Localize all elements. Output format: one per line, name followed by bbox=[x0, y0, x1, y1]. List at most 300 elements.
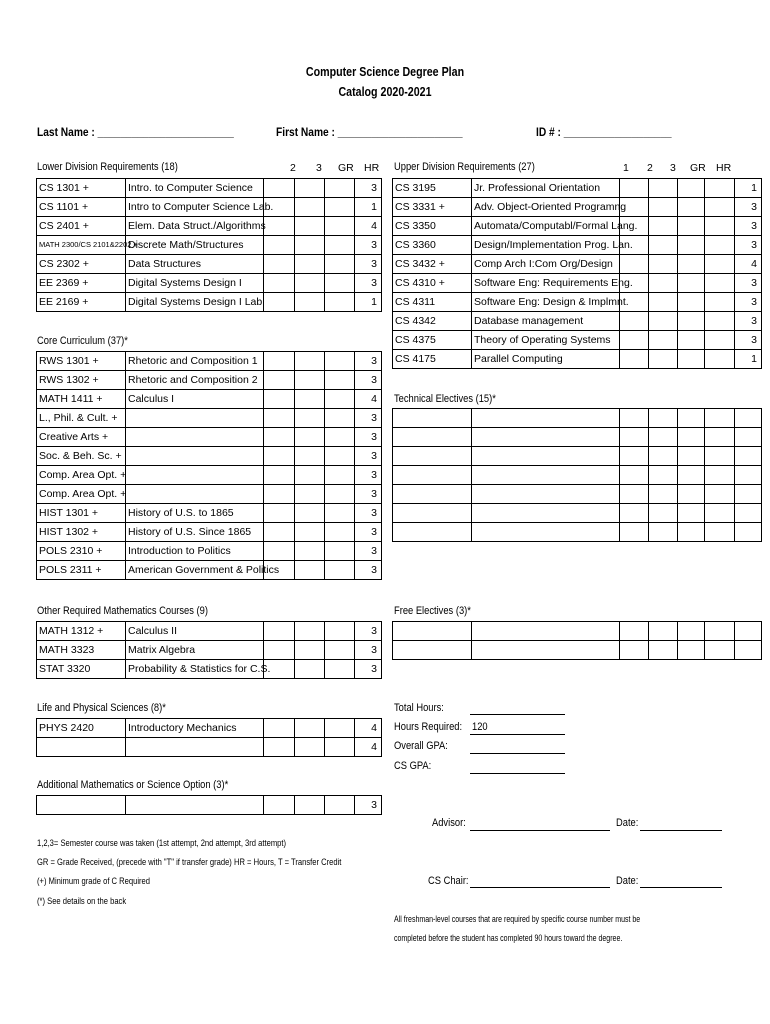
course-code bbox=[37, 796, 126, 815]
attempt-2-cell[interactable] bbox=[264, 485, 295, 504]
attempt-2-cell[interactable] bbox=[649, 622, 678, 641]
course-name[interactable] bbox=[472, 466, 620, 485]
grade-cell[interactable] bbox=[705, 409, 735, 428]
course-code[interactable] bbox=[393, 641, 472, 660]
grade-cell[interactable] bbox=[325, 542, 355, 561]
attempt-2-cell[interactable] bbox=[264, 179, 295, 198]
course-row bbox=[37, 274, 382, 293]
attempt-2-cell[interactable] bbox=[649, 198, 678, 217]
attempt-3-cell[interactable] bbox=[678, 409, 705, 428]
course-name: Probability & Statistics for C.S. bbox=[126, 660, 264, 679]
course-name: Discrete Math/Structures bbox=[126, 236, 264, 255]
hours-cell: 3 bbox=[355, 561, 382, 580]
grade-cell[interactable] bbox=[325, 466, 355, 485]
attempt-2-cell[interactable] bbox=[649, 236, 678, 255]
note-freshman-2: completed before the student has completed 90 hours toward the degree. bbox=[394, 933, 623, 943]
attempt-2-cell[interactable] bbox=[264, 504, 295, 523]
attempt-2-cell[interactable] bbox=[264, 293, 295, 312]
course-code: Comp. Area Opt. + bbox=[37, 466, 126, 485]
course-code: CS 2302 + bbox=[37, 255, 126, 274]
attempt-2-cell[interactable] bbox=[264, 274, 295, 293]
attempt-3-cell[interactable] bbox=[295, 255, 325, 274]
attempt-3-cell[interactable] bbox=[295, 561, 325, 580]
attempt-3-cell[interactable] bbox=[295, 217, 325, 236]
attempt-2-cell[interactable] bbox=[264, 796, 295, 815]
note-grade: GR = Grade Received, (precede with "T" if transfer grade) HR = Hours, T = Transfer Credit bbox=[37, 857, 342, 868]
attempt-3-cell[interactable] bbox=[295, 622, 325, 641]
hours-cell[interactable] bbox=[735, 622, 762, 641]
attempt-2-cell[interactable] bbox=[649, 428, 678, 447]
attempt-3-cell[interactable] bbox=[295, 466, 325, 485]
hours-cell: 3 bbox=[355, 428, 382, 447]
attempt-1-cell[interactable] bbox=[620, 312, 649, 331]
course-row bbox=[37, 641, 382, 660]
hours-cell: 4 bbox=[355, 390, 382, 409]
chair-date-line[interactable] bbox=[640, 887, 722, 888]
attempt-3-cell[interactable] bbox=[295, 409, 325, 428]
additional-option-title: Additional Mathematics or Science Option (3)* bbox=[37, 779, 229, 791]
attempt-3-cell[interactable] bbox=[295, 719, 325, 738]
grade-cell[interactable] bbox=[705, 217, 735, 236]
col-header-2: 2 bbox=[290, 162, 296, 174]
attempt-1-cell[interactable] bbox=[620, 622, 649, 641]
course-code: Comp. Area Opt. + bbox=[37, 485, 126, 504]
upper-division-table bbox=[392, 178, 762, 369]
attempt-3-cell[interactable] bbox=[295, 641, 325, 660]
id-field[interactable]: ID # : ___________________ bbox=[536, 125, 672, 139]
advisor-date-label: Date: bbox=[616, 817, 639, 829]
course-name: Automata/Computabl/Formal Lang. bbox=[472, 217, 620, 236]
grade-cell[interactable] bbox=[705, 331, 735, 350]
attempt-2-cell[interactable] bbox=[649, 523, 678, 542]
course-row bbox=[393, 198, 762, 217]
course-row bbox=[37, 371, 382, 390]
grade-cell[interactable] bbox=[325, 660, 355, 679]
course-name: Intro to Computer Science Lab. bbox=[126, 198, 264, 217]
attempt-3-cell[interactable] bbox=[295, 542, 325, 561]
course-row bbox=[393, 447, 762, 466]
grade-cell[interactable] bbox=[705, 179, 735, 198]
grade-cell[interactable] bbox=[705, 447, 735, 466]
hours-cell[interactable] bbox=[735, 523, 762, 542]
attempt-2-cell[interactable] bbox=[649, 312, 678, 331]
technical-electives-title: Technical Electives (15)* bbox=[394, 393, 496, 405]
cs-chair-signature-line[interactable] bbox=[470, 887, 610, 888]
attempt-2-cell[interactable] bbox=[264, 390, 295, 409]
grade-cell[interactable] bbox=[705, 274, 735, 293]
attempt-3-cell[interactable] bbox=[678, 217, 705, 236]
col-header-hr-right: HR bbox=[716, 162, 732, 174]
attempt-2-cell[interactable] bbox=[264, 371, 295, 390]
hours-cell[interactable] bbox=[735, 485, 762, 504]
course-code: CS 2401 + bbox=[37, 217, 126, 236]
grade-cell[interactable] bbox=[705, 236, 735, 255]
hours-cell: 3 bbox=[735, 331, 762, 350]
course-name[interactable] bbox=[472, 622, 620, 641]
course-code[interactable] bbox=[393, 523, 472, 542]
hours-cell: 3 bbox=[355, 504, 382, 523]
attempt-3-cell[interactable] bbox=[678, 331, 705, 350]
grade-cell[interactable] bbox=[325, 504, 355, 523]
attempt-1-cell[interactable] bbox=[620, 523, 649, 542]
grade-cell[interactable] bbox=[325, 447, 355, 466]
course-row bbox=[37, 217, 382, 236]
col-header-2-right: 2 bbox=[647, 162, 653, 174]
attempt-2-cell[interactable] bbox=[264, 738, 295, 757]
grade-cell[interactable] bbox=[325, 428, 355, 447]
attempt-2-cell[interactable] bbox=[649, 641, 678, 660]
note-semester: 1,2,3= Semester course was taken (1st attempt, 2nd attempt, 3rd attempt) bbox=[37, 838, 287, 849]
course-row bbox=[37, 485, 382, 504]
cs-chair-label: CS Chair: bbox=[428, 875, 469, 887]
course-code[interactable] bbox=[393, 466, 472, 485]
course-row bbox=[37, 198, 382, 217]
hours-cell: 3 bbox=[355, 274, 382, 293]
hours-cell: 3 bbox=[355, 371, 382, 390]
grade-cell[interactable] bbox=[325, 561, 355, 580]
last-name-field[interactable]: Last Name : ________________________ bbox=[37, 125, 234, 139]
course-code: RWS 1302 + bbox=[37, 371, 126, 390]
hours-required-value: 120 bbox=[472, 721, 488, 733]
attempt-2-cell[interactable] bbox=[649, 293, 678, 312]
course-name: Calculus II bbox=[126, 622, 264, 641]
attempt-1-cell[interactable] bbox=[620, 428, 649, 447]
attempt-2-cell[interactable] bbox=[264, 217, 295, 236]
attempt-3-cell[interactable] bbox=[678, 622, 705, 641]
course-code: CS 3350 bbox=[393, 217, 472, 236]
course-code: L., Phil. & Cult. + bbox=[37, 409, 126, 428]
hours-cell: 1 bbox=[355, 293, 382, 312]
attempt-2-cell[interactable] bbox=[264, 352, 295, 371]
course-row bbox=[37, 796, 382, 815]
hours-cell: 3 bbox=[735, 236, 762, 255]
course-row bbox=[37, 179, 382, 198]
attempt-3-cell[interactable] bbox=[295, 796, 325, 815]
hours-cell[interactable] bbox=[735, 466, 762, 485]
attempt-3-cell[interactable] bbox=[295, 236, 325, 255]
grade-cell[interactable] bbox=[325, 274, 355, 293]
hours-cell[interactable] bbox=[735, 409, 762, 428]
grade-cell[interactable] bbox=[325, 179, 355, 198]
course-code: EE 2369 + bbox=[37, 274, 126, 293]
overall-gpa-line[interactable] bbox=[470, 753, 565, 754]
grade-cell[interactable] bbox=[705, 312, 735, 331]
attempt-2-cell[interactable] bbox=[264, 447, 295, 466]
course-code[interactable] bbox=[393, 485, 472, 504]
attempt-2-cell[interactable] bbox=[264, 523, 295, 542]
attempt-3-cell[interactable] bbox=[295, 738, 325, 757]
hours-cell: 3 bbox=[355, 660, 382, 679]
col-header-1-right: 1 bbox=[623, 162, 629, 174]
attempt-2-cell[interactable] bbox=[264, 542, 295, 561]
attempt-3-cell[interactable] bbox=[678, 523, 705, 542]
cs-gpa-line[interactable] bbox=[470, 773, 565, 774]
attempt-3-cell[interactable] bbox=[678, 447, 705, 466]
course-name: Rhetoric and Composition 2 bbox=[126, 371, 264, 390]
sciences-table bbox=[36, 718, 382, 757]
course-code: CS 3360 bbox=[393, 236, 472, 255]
attempt-2-cell[interactable] bbox=[264, 466, 295, 485]
hours-cell[interactable] bbox=[735, 641, 762, 660]
grade-cell[interactable] bbox=[705, 466, 735, 485]
course-name[interactable] bbox=[472, 523, 620, 542]
course-code: CS 1301 + bbox=[37, 179, 126, 198]
attempt-1-cell[interactable] bbox=[620, 447, 649, 466]
course-row bbox=[37, 352, 382, 371]
grade-cell[interactable] bbox=[325, 409, 355, 428]
attempt-3-cell[interactable] bbox=[295, 660, 325, 679]
grade-cell[interactable] bbox=[325, 371, 355, 390]
course-name bbox=[126, 485, 264, 504]
course-name bbox=[126, 738, 264, 757]
attempt-2-cell[interactable] bbox=[649, 485, 678, 504]
course-code: CS 3432 + bbox=[393, 255, 472, 274]
grade-cell[interactable] bbox=[325, 217, 355, 236]
attempt-2-cell[interactable] bbox=[649, 409, 678, 428]
grade-cell[interactable] bbox=[325, 796, 355, 815]
course-name: Software Eng: Design & Implmnt. bbox=[472, 293, 620, 312]
attempt-3-cell[interactable] bbox=[678, 428, 705, 447]
grade-cell[interactable] bbox=[325, 523, 355, 542]
course-name: Digital Systems Design I Lab bbox=[126, 293, 264, 312]
attempt-1-cell[interactable] bbox=[620, 466, 649, 485]
attempt-3-cell[interactable] bbox=[678, 293, 705, 312]
first-name-field[interactable]: First Name : ______________________ bbox=[276, 125, 463, 139]
course-name bbox=[126, 409, 264, 428]
attempt-3-cell[interactable] bbox=[678, 485, 705, 504]
hours-required-label: Hours Required: bbox=[394, 721, 463, 733]
advisor-signature-line[interactable] bbox=[470, 830, 610, 831]
attempt-1-cell[interactable] bbox=[620, 255, 649, 274]
attempt-3-cell[interactable] bbox=[678, 350, 705, 369]
course-row bbox=[37, 738, 382, 757]
course-code bbox=[37, 738, 126, 757]
course-code: CS 4310 + bbox=[393, 274, 472, 293]
course-row bbox=[393, 274, 762, 293]
grade-cell[interactable] bbox=[325, 198, 355, 217]
hours-cell[interactable] bbox=[735, 428, 762, 447]
hours-cell: 1 bbox=[735, 179, 762, 198]
grade-cell[interactable] bbox=[325, 719, 355, 738]
hours-cell: 4 bbox=[735, 255, 762, 274]
course-row bbox=[37, 236, 382, 255]
attempt-3-cell[interactable] bbox=[678, 504, 705, 523]
attempt-3-cell[interactable] bbox=[295, 485, 325, 504]
grade-cell[interactable] bbox=[325, 352, 355, 371]
attempt-3-cell[interactable] bbox=[295, 179, 325, 198]
course-code: CS 3195 bbox=[393, 179, 472, 198]
course-name[interactable] bbox=[472, 641, 620, 660]
attempt-3-cell[interactable] bbox=[678, 641, 705, 660]
attempt-2-cell[interactable] bbox=[264, 409, 295, 428]
hours-cell: 3 bbox=[355, 352, 382, 371]
course-code: PHYS 2420 bbox=[37, 719, 126, 738]
attempt-3-cell[interactable] bbox=[295, 198, 325, 217]
course-name[interactable] bbox=[472, 485, 620, 504]
attempt-3-cell[interactable] bbox=[295, 447, 325, 466]
attempt-3-cell[interactable] bbox=[678, 312, 705, 331]
grade-cell[interactable] bbox=[325, 236, 355, 255]
attempt-2-cell[interactable] bbox=[649, 350, 678, 369]
course-code: HIST 1302 + bbox=[37, 523, 126, 542]
attempt-1-cell[interactable] bbox=[620, 409, 649, 428]
attempt-2-cell[interactable] bbox=[264, 641, 295, 660]
attempt-2-cell[interactable] bbox=[264, 255, 295, 274]
attempt-2-cell[interactable] bbox=[649, 504, 678, 523]
attempt-3-cell[interactable] bbox=[295, 390, 325, 409]
attempt-2-cell[interactable] bbox=[264, 719, 295, 738]
course-name: Theory of Operating Systems bbox=[472, 331, 620, 350]
free-electives-table bbox=[392, 621, 762, 660]
course-code: POLS 2311 + bbox=[37, 561, 126, 580]
col-header-3-right: 3 bbox=[670, 162, 676, 174]
attempt-2-cell[interactable] bbox=[649, 179, 678, 198]
attempt-2-cell[interactable] bbox=[649, 447, 678, 466]
core-curriculum-table bbox=[36, 351, 382, 580]
attempt-3-cell[interactable] bbox=[678, 236, 705, 255]
course-name: Data Structures bbox=[126, 255, 264, 274]
hours-cell: 4 bbox=[355, 719, 382, 738]
attempt-3-cell[interactable] bbox=[295, 371, 325, 390]
grade-cell[interactable] bbox=[705, 504, 735, 523]
total-hours-label: Total Hours: bbox=[394, 702, 444, 714]
advisor-date-line[interactable] bbox=[640, 830, 722, 831]
course-name[interactable] bbox=[472, 447, 620, 466]
course-row bbox=[37, 428, 382, 447]
hours-cell: 4 bbox=[355, 217, 382, 236]
grade-cell[interactable] bbox=[325, 738, 355, 757]
attempt-1-cell[interactable] bbox=[620, 504, 649, 523]
hours-cell: 3 bbox=[355, 466, 382, 485]
attempt-2-cell[interactable] bbox=[264, 622, 295, 641]
attempt-3-cell[interactable] bbox=[295, 352, 325, 371]
course-code[interactable] bbox=[393, 447, 472, 466]
grade-cell[interactable] bbox=[705, 523, 735, 542]
hours-cell: 3 bbox=[355, 796, 382, 815]
hours-cell: 3 bbox=[735, 274, 762, 293]
course-row bbox=[37, 390, 382, 409]
attempt-3-cell[interactable] bbox=[295, 274, 325, 293]
grade-cell[interactable] bbox=[325, 622, 355, 641]
course-name: Comp Arch I:Com Org/Design bbox=[472, 255, 620, 274]
course-row bbox=[393, 622, 762, 641]
grade-cell[interactable] bbox=[325, 485, 355, 504]
attempt-1-cell[interactable] bbox=[620, 179, 649, 198]
grade-cell[interactable] bbox=[705, 428, 735, 447]
course-row bbox=[393, 255, 762, 274]
grade-cell[interactable] bbox=[325, 390, 355, 409]
attempt-3-cell[interactable] bbox=[678, 179, 705, 198]
attempt-2-cell[interactable] bbox=[649, 217, 678, 236]
core-curriculum-title: Core Curriculum (37)* bbox=[37, 335, 128, 347]
course-code: CS 4311 bbox=[393, 293, 472, 312]
course-name: History of U.S. Since 1865 bbox=[126, 523, 264, 542]
course-row bbox=[393, 217, 762, 236]
attempt-2-cell[interactable] bbox=[649, 466, 678, 485]
course-code[interactable] bbox=[393, 622, 472, 641]
grade-cell[interactable] bbox=[325, 255, 355, 274]
grade-cell[interactable] bbox=[705, 622, 735, 641]
attempt-3-cell[interactable] bbox=[678, 198, 705, 217]
technical-electives-table bbox=[392, 408, 762, 542]
attempt-3-cell[interactable] bbox=[678, 274, 705, 293]
hours-cell: 1 bbox=[735, 350, 762, 369]
course-code: MATH 2300/CS 2101&2202 + bbox=[37, 236, 126, 255]
attempt-2-cell[interactable] bbox=[264, 428, 295, 447]
grade-cell[interactable] bbox=[705, 255, 735, 274]
attempt-2-cell[interactable] bbox=[649, 331, 678, 350]
course-name: Elem. Data Struct./Algorithms bbox=[126, 217, 264, 236]
attempt-1-cell[interactable] bbox=[620, 485, 649, 504]
course-name bbox=[126, 466, 264, 485]
course-name bbox=[126, 796, 264, 815]
attempt-1-cell[interactable] bbox=[620, 641, 649, 660]
course-code[interactable] bbox=[393, 409, 472, 428]
col-header-3: 3 bbox=[316, 162, 322, 174]
course-code: CS 4175 bbox=[393, 350, 472, 369]
attempt-2-cell[interactable] bbox=[649, 274, 678, 293]
note-minimum-grade: (+) Minimum grade of C Required bbox=[37, 876, 150, 887]
attempt-3-cell[interactable] bbox=[295, 504, 325, 523]
course-code: Soc. & Beh. Sc. + bbox=[37, 447, 126, 466]
attempt-1-cell[interactable] bbox=[620, 331, 649, 350]
attempt-3-cell[interactable] bbox=[678, 255, 705, 274]
hours-cell: 3 bbox=[355, 179, 382, 198]
course-row bbox=[393, 293, 762, 312]
hours-cell: 3 bbox=[735, 293, 762, 312]
course-row bbox=[37, 447, 382, 466]
attempt-3-cell[interactable] bbox=[295, 293, 325, 312]
attempt-2-cell[interactable] bbox=[264, 236, 295, 255]
note-freshman-1: All freshman-level courses that are required by specific course number must be bbox=[394, 914, 641, 924]
grade-cell[interactable] bbox=[705, 350, 735, 369]
attempt-3-cell[interactable] bbox=[678, 466, 705, 485]
attempt-3-cell[interactable] bbox=[295, 428, 325, 447]
lower-division-title: Lower Division Requirements (18) bbox=[37, 161, 178, 173]
course-code: EE 2169 + bbox=[37, 293, 126, 312]
attempt-2-cell[interactable] bbox=[649, 255, 678, 274]
grade-cell[interactable] bbox=[705, 198, 735, 217]
hours-cell: 3 bbox=[355, 255, 382, 274]
grade-cell[interactable] bbox=[705, 641, 735, 660]
course-code[interactable] bbox=[393, 428, 472, 447]
course-code: POLS 2310 + bbox=[37, 542, 126, 561]
col-header-gr: GR bbox=[338, 162, 354, 174]
course-row bbox=[37, 293, 382, 312]
hours-cell: 1 bbox=[355, 198, 382, 217]
hours-required-line bbox=[470, 734, 565, 735]
grade-cell[interactable] bbox=[705, 485, 735, 504]
course-name[interactable] bbox=[472, 428, 620, 447]
course-row bbox=[393, 466, 762, 485]
hours-cell[interactable] bbox=[735, 504, 762, 523]
hours-cell: 3 bbox=[355, 542, 382, 561]
hours-cell: 3 bbox=[355, 447, 382, 466]
course-name: Introduction to Politics bbox=[126, 542, 264, 561]
grade-cell[interactable] bbox=[705, 293, 735, 312]
attempt-1-cell[interactable] bbox=[620, 350, 649, 369]
total-hours-line[interactable] bbox=[470, 714, 565, 715]
attempt-3-cell[interactable] bbox=[295, 523, 325, 542]
course-name[interactable] bbox=[472, 504, 620, 523]
grade-cell[interactable] bbox=[325, 641, 355, 660]
course-row bbox=[393, 485, 762, 504]
grade-cell[interactable] bbox=[325, 293, 355, 312]
course-name: Rhetoric and Composition 1 bbox=[126, 352, 264, 371]
course-name[interactable] bbox=[472, 409, 620, 428]
hours-cell[interactable] bbox=[735, 447, 762, 466]
course-code[interactable] bbox=[393, 504, 472, 523]
